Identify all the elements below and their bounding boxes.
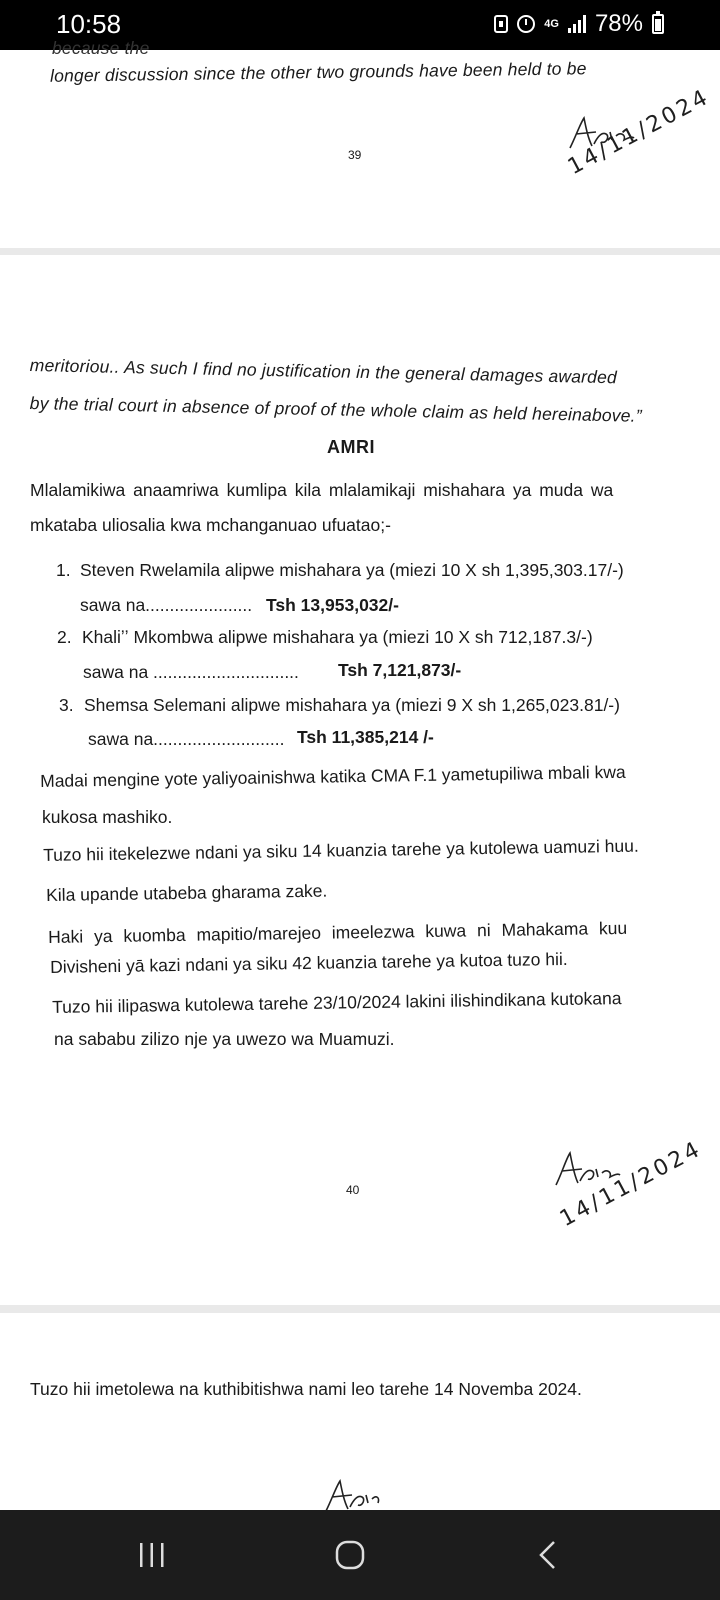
quote-line: meritoriou.. As such I find no justification in the general damages awarded [29, 355, 618, 388]
section-heading: AMRI [327, 437, 375, 457]
list-item-prefix: sawa na........................... [88, 729, 285, 749]
recent-apps-button[interactable] [122, 1530, 182, 1580]
navigation-bar [0, 1510, 720, 1600]
battery-icon [652, 14, 664, 34]
quote-line: by the trial court in absence of proof of the whole claim as held hereinabove.” [29, 393, 642, 426]
list-item-prefix: sawa na .............................. [83, 662, 299, 682]
page-number: 39 [348, 148, 362, 162]
paragraph-line: na sababu zilizo nje ya uwezo wa Muamuzi. [54, 1029, 395, 1049]
home-icon [320, 1530, 380, 1580]
document-page-41 [0, 1313, 720, 1510]
cut-off-line: because the [52, 38, 150, 58]
back-button[interactable] [518, 1530, 578, 1580]
battery-saver-icon [494, 15, 508, 33]
text-line: Tuzo hii imetolewa na kuthibitishwa nami leo tarehe 14 Novemba 2024. [30, 1379, 582, 1399]
signal-icon [568, 15, 586, 33]
document-page-39 [0, 38, 720, 248]
home-button[interactable] [320, 1530, 380, 1580]
document-page-40 [0, 255, 720, 1305]
status-time: 10:58 [56, 9, 122, 39]
paragraph-line: Tuzo hii ilipaswa kutolewa tarehe 23/10/2024 lakini ilishindikana kutokana [52, 988, 622, 1017]
list-item-amount: Tsh 7,121,873/- [338, 660, 462, 680]
list-item-prefix: sawa na...................... [80, 595, 253, 615]
signature-date: 14/11/2024 [556, 1136, 707, 1233]
list-item-number: 2. [57, 627, 72, 647]
list-item-amount: Tsh 11,385,214 /- [297, 727, 434, 747]
list-item-number: 1. [56, 560, 71, 580]
battery-percent: 78% [594, 10, 643, 37]
paragraph-line: Haki ya kuomba mapitio/marejeo imeelezwa kuwa ni Mahakama kuu [48, 917, 628, 947]
network-type: 4G [544, 18, 559, 30]
list-item-text: Steven Rwelamila alipwe mishahara ya (miezi 10 X sh 1,395,303.17/-) [80, 560, 624, 580]
status-icons [494, 10, 664, 38]
list-item-amount: Tsh 13,953,032/- [266, 595, 399, 615]
text-line: longer discussion since the other two grounds have been held to be [49, 58, 587, 86]
signature-icon [322, 1475, 382, 1515]
paragraph-line: kukosa mashiko. [42, 807, 173, 827]
back-icon [518, 1530, 578, 1580]
intro-line: mkataba uliosalia kwa mchanganuao ufuatao;- [30, 515, 391, 535]
paragraph-line: Tuzo hii itekelezwe ndani ya siku 14 kuanzia tarehe ya kutolewa uamuzi huu. [43, 835, 639, 865]
page-number: 40 [346, 1183, 360, 1197]
list-item-text: Shemsa Selemani alipwe mishahara ya (miezi 9 X sh 1,265,023.81/-) [84, 695, 620, 715]
paragraph-line: Divisheni yā kazi ndani ya siku 42 kuanzia tarehe ya kutoa tuzo hii. [50, 948, 568, 977]
alarm-icon [517, 15, 535, 33]
paragraph-line: Kila upande utabeba gharama zake. [46, 880, 328, 905]
signature-date: 14/11/2024 [564, 84, 715, 181]
paragraph-line: Madai mengine yote yaliyoainishwa katika CMA F.1 yametupiliwa mbali kwa [40, 761, 626, 791]
list-item-text: Khaliʼʼ Mkombwa alipwe mishahara ya (miezi 10 X sh 712,187.3/-) [82, 627, 593, 647]
list-item-number: 3. [59, 695, 74, 715]
intro-line: Mlalamikiwa anaamriwa kumlipa kila mlalamikaji mishahara ya muda wa [30, 480, 614, 500]
recent-apps-icon [122, 1530, 182, 1580]
